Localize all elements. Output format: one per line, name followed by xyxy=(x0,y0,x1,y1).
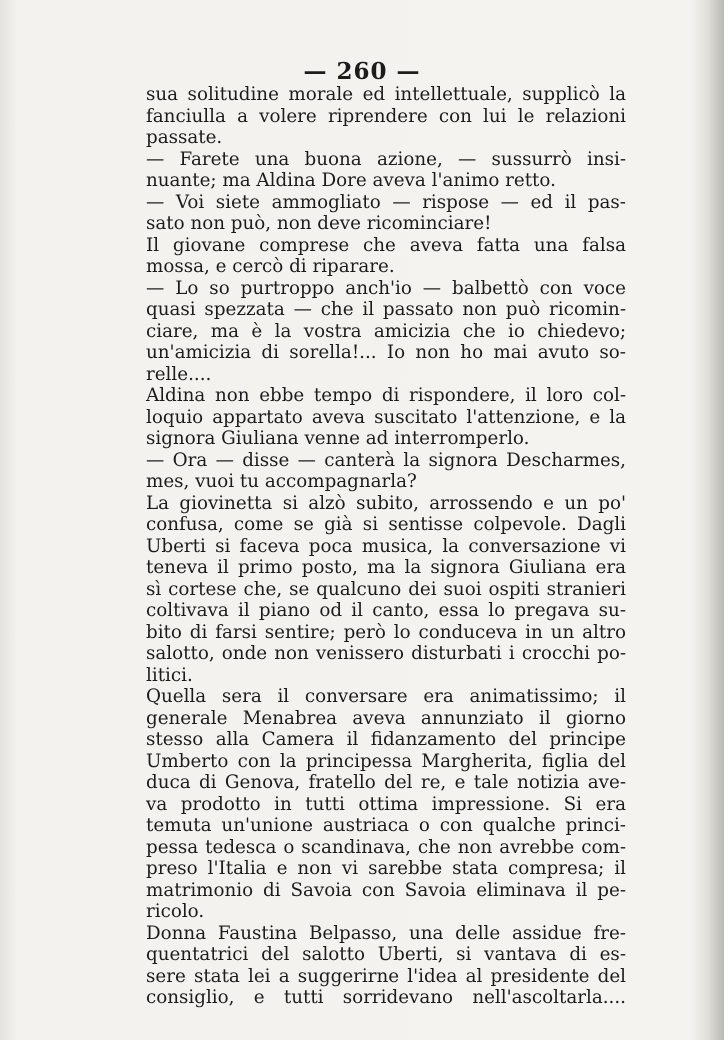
text-line: passate. xyxy=(146,127,223,148)
text-line: matrimonio di Savoia con Savoia eliminava il pe- xyxy=(146,879,626,901)
text-line: litici. xyxy=(146,664,193,686)
text-line: preso l'Italia e non vi sarebbe stata compresa; il xyxy=(146,858,626,879)
text-line: nuante; ma Aldina Dore aveva l'animo retto. xyxy=(146,170,556,191)
text-line: mes, vuoi tu accompagnarla? xyxy=(146,471,417,492)
text-line: confusa, come se già si sentisse colpevole. Dagli xyxy=(146,514,626,535)
text-line: consiglio, e tutti sorridevano nell'ascoltarla.... xyxy=(146,987,626,1008)
text-line: sato non può, non deve ricominciare! xyxy=(146,213,492,234)
text-line: Il giovane comprese che aveva fatta una falsa xyxy=(146,234,626,256)
text-line: teneva il primo posto, ma la signora Giuliana era xyxy=(146,557,626,578)
text-line: coltivava il piano od il canto, essa lo pregava su- xyxy=(146,600,626,621)
text-line: Uberti si faceva poca musica, la conversazione vi xyxy=(146,535,626,557)
text-line: — Ora — disse — canterà la signora Descharmes, xyxy=(146,449,626,471)
text-line: La giovinetta si alzò subito, arrossendo e un po' xyxy=(146,492,626,514)
text-line: salotto, onde non venissero disturbati i crocchi po- xyxy=(146,643,626,664)
text-line: Umberto con la principessa Margherita, figlia del xyxy=(146,750,626,772)
text-line: sì cortese che, se qualcuno dei suoi ospiti stranieri xyxy=(146,578,626,600)
text-line: va prodotto in tutti ottima impressione. Si era xyxy=(146,793,626,815)
text-line: — Voi siete ammogliato — rispose — ed il pas- xyxy=(146,191,626,213)
text-line: signora Giuliana venne ad interromperlo. xyxy=(146,428,530,449)
text-line: fanciulla a volere riprendere con lui le relazioni xyxy=(146,105,626,127)
text-line: sere stata lei a suggerirne l'idea al presidente del xyxy=(146,965,626,987)
text-line: quentatrici del salotto Uberti, si vantava di es- xyxy=(146,944,626,965)
text-line: temuta un'unione austriaca o con qualche princi- xyxy=(146,815,626,836)
text-line: ciare, ma è la vostra amicizia che io chiedevo; xyxy=(146,320,626,342)
text-line: mossa, e cercò di riparare. xyxy=(146,256,395,277)
page-edge-shadow xyxy=(708,0,724,1040)
text-line: — Farete una buona azione, — sussurrò insi- xyxy=(146,148,626,170)
text-line: pessa tedesca o scandinava, che non avrebbe com- xyxy=(146,836,626,858)
text-line: sua solitudine morale ed intellettuale, supplicò la xyxy=(146,84,626,105)
page-number: — 260 — xyxy=(303,58,421,85)
text-line: duca di Genova, fratello del re, e tale notizia ave- xyxy=(146,772,626,793)
text-line: loquio appartato aveva suscitato l'attenzione, e la xyxy=(146,406,626,428)
text-line: relle.... xyxy=(146,363,212,385)
text-line: bito di farsi sentire; però lo conduceva in un altro xyxy=(146,621,626,643)
text-line: generale Menabrea aveva annunziato il giorno xyxy=(146,707,626,729)
text-line: ricolo. xyxy=(146,901,205,922)
text-line: stesso alla Camera il fidanzamento del principe xyxy=(146,729,626,750)
text-line: un'amicizia di sorella!... Io non ho mai avuto so- xyxy=(146,342,626,363)
text-line: quasi spezzata — che il passato non può ricomin- xyxy=(146,299,626,320)
body-text xyxy=(146,84,626,1009)
text-line: Quella sera il conversare era animatissimo; il xyxy=(146,686,626,707)
text-line: Donna Faustina Belpasso, una delle assidue fre- xyxy=(146,922,626,944)
text-line: Aldina non ebbe tempo di rispondere, il loro col- xyxy=(146,385,626,406)
text-line: — Lo so purtroppo anch'io — balbettò con voce xyxy=(146,277,626,299)
